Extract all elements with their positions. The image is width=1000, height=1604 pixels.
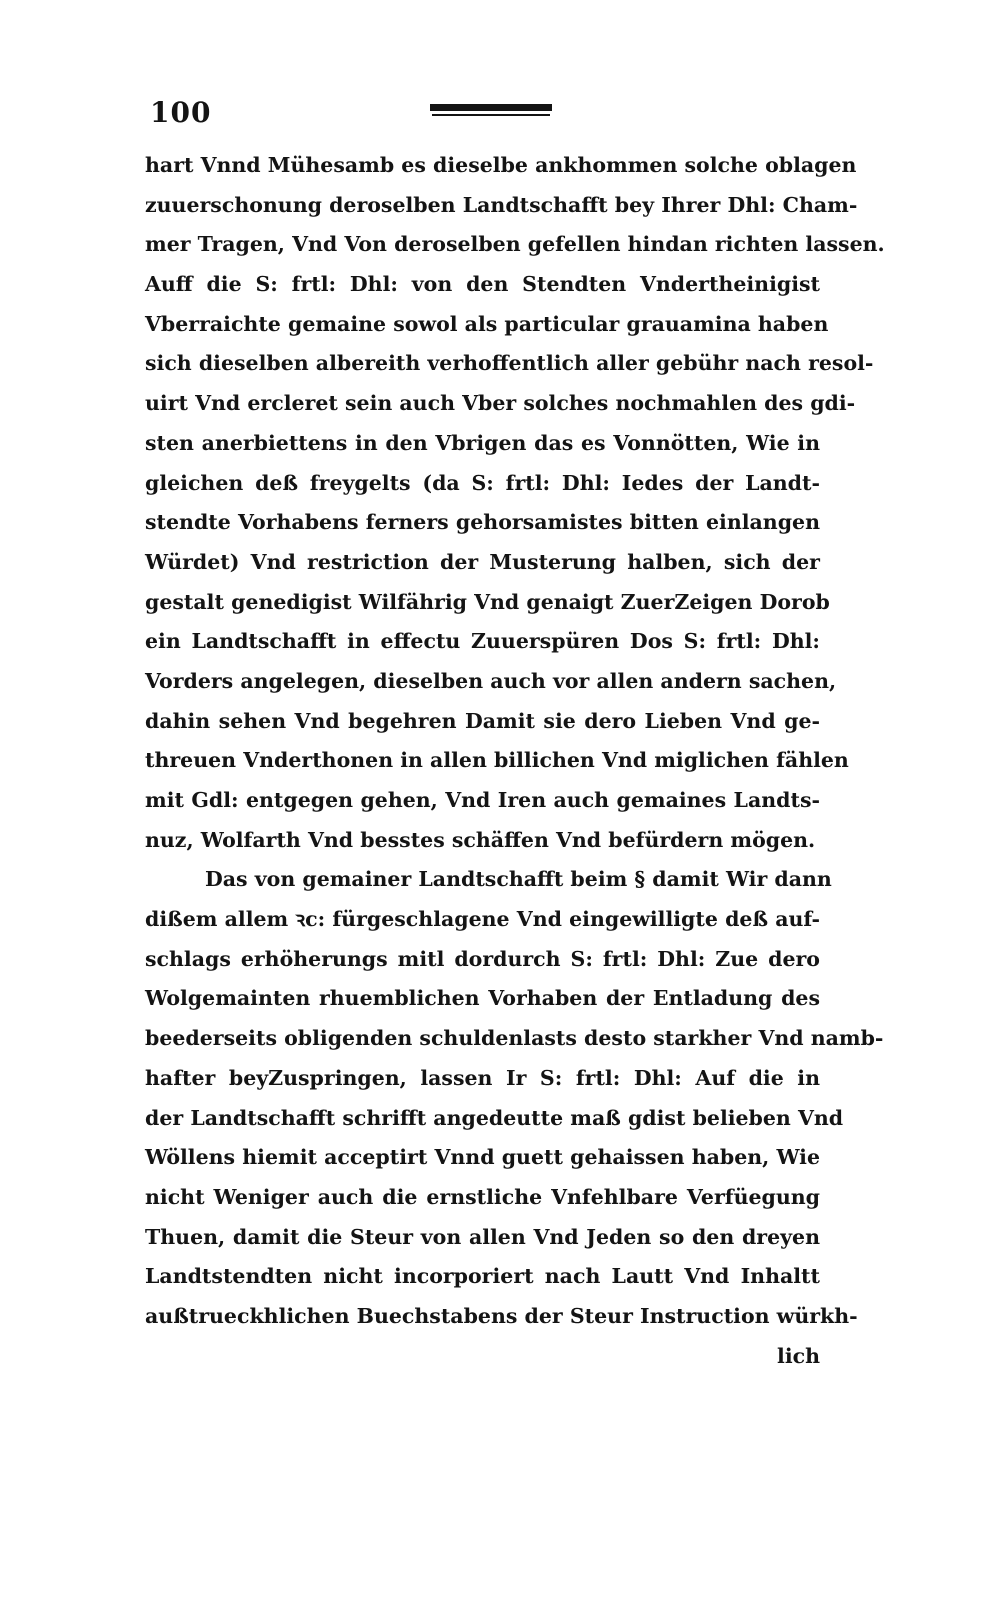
paragraph-1 [145,146,885,860]
text-line: schlags erhöherungs mitl dordurch S: frtl: Dhl: Zue dero [145,946,820,971]
text-line: dahin sehen Vnd begehren Damit sie dero Lieben Vnd ge- [145,708,820,733]
text-line: Wöllens hiemit acceptirt Vnnd guett gehaissen haben, Wie [145,1145,820,1170]
text-line: mer Tragen, Vnd Von deroselben gefellen hindan richten lassen. [145,232,885,257]
header-rule-thin [432,114,550,116]
text-line: nuz, Wolfarth Vnd besstes schäffen Vnd befürdern mögen. [145,827,816,852]
text-line: Wolgemainten rhuemblichen Vorhaben der Entladung des [145,986,820,1011]
text-line: nicht Weniger auch die ernstliche Vnfehlbare Verfüegung [145,1184,820,1209]
text-line: dißem allem ꝛc: fürgeschlagene Vnd eingewilligte deß auf- [145,907,820,932]
text-line: uirt Vnd ercleret sein auch Vber solches nochmahlen des gdi- [145,391,856,416]
text-line: mit Gdl: entgegen gehen, Vnd Iren auch gemaines Landts- [145,788,820,812]
text-line: hart Vnnd Mühesamb es dieselbe ankhommen solche oblagen [145,153,857,177]
page-number: 100 [150,96,212,129]
text-line: sten anerbiettens in den Vbrigen das es Vonnötten, Wie in [145,430,820,455]
text-line: außtrueckhlichen Buechstabens der Steur Instruction würkh- [145,1303,858,1328]
text-line: Thuen, damit die Steur von allen Vnd Jeden so den dreyen [145,1224,820,1249]
text-line: der Landtschafft schrifft angedeutte maß gdist belieben Vnd [145,1105,844,1130]
text-line: Würdet) Vnd restriction der Musterung halben, sich der [145,549,820,574]
text-line: threuen Vnderthonen in allen billichen Vnd miglichen fählen [145,748,849,773]
paragraph-2 [145,860,884,1376]
text-line: stendte Vorhabens ferners gehorsamistes bitten einlangen [145,510,820,535]
text-line: Auff die S: frtl: Dhl: von den Stendten Vndertheinigist [145,272,820,297]
text-line: ein Landtschafft in effectu Zuuerspüren Dos S: frtl: Dhl: [145,629,820,654]
header-rule-thick [430,104,552,111]
catchword: lich [777,1343,820,1368]
header-rule [430,104,552,120]
text-line: gestalt genedigist Wilfährig Vnd genaigt ZuerZeigen Dorob [145,589,830,614]
text-line: Vberraichte gemaine sowol als particular grauamina haben [145,311,829,336]
text-line: Das von gemainer Landtschafft beim § damit Wir dann [205,867,832,892]
text-line: gleichen deß freygelts (da S: frtl: Dhl: Iedes der Landt- [145,470,820,495]
text-line: Vorders angelegen, dieselben auch vor allen andern sachen, [145,668,837,693]
text-line: Landtstendten nicht incorporiert nach Lautt Vnd Inhaltt [145,1264,820,1289]
text-line: zuuerschonung deroselben Landtschafft bey Ihrer Dhl: Cham- [145,192,858,217]
text-line: sich dieselben albereith verhoffentlich aller gebühr nach resol- [145,351,874,376]
text-line: beederseits obligenden schuldenlasts desto starkher Vnd namb- [145,1026,884,1051]
body-text [145,146,885,1376]
text-line: hafter beyZuspringen, lassen Ir S: frtl: Dhl: Auf die in [145,1065,820,1090]
